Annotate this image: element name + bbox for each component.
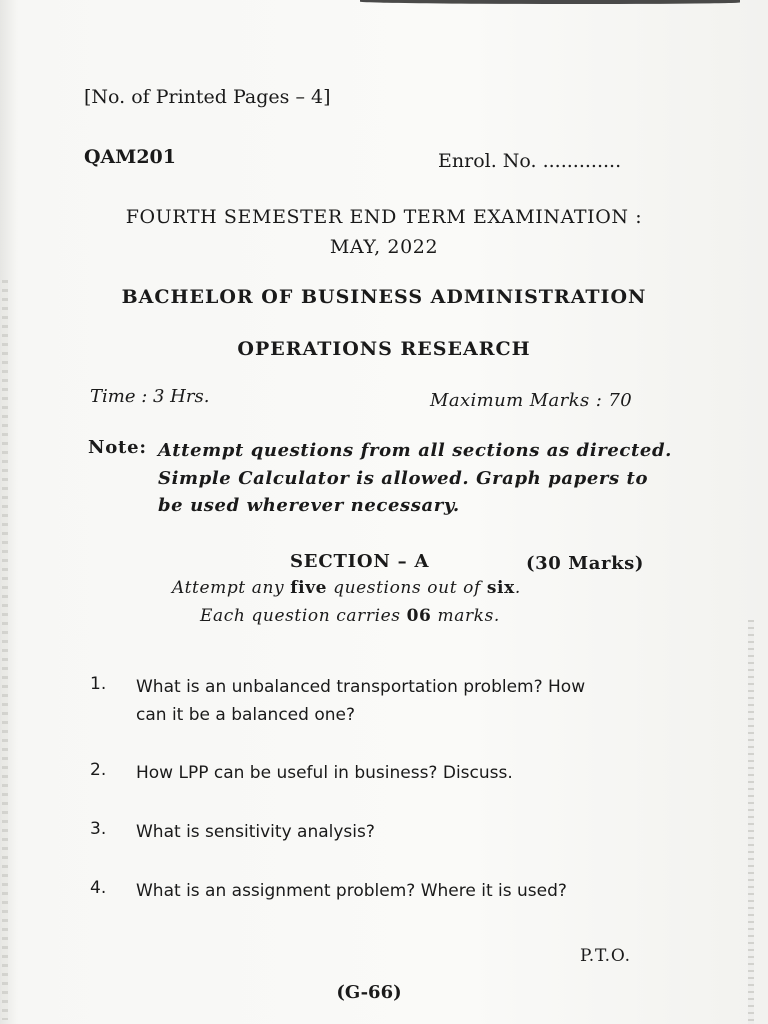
paper-code: QAM201 (84, 146, 176, 168)
note-line: Simple Calculator is allowed. Graph papers to (158, 468, 649, 489)
question-text: can it be a balanced one? (136, 705, 355, 725)
note-line: be used wherever necessary. (158, 495, 460, 516)
section-instruction-2 (200, 606, 500, 626)
question-number: 2. (90, 760, 107, 780)
section-instruction-1 (172, 578, 521, 598)
page-top-shadow (360, 0, 740, 4)
page-left-binding (2, 280, 8, 1020)
instruction-text: Each question carries (200, 606, 407, 626)
section-title: SECTION – A (290, 551, 430, 572)
question-number: 4. (90, 878, 107, 898)
section-marks: (30 Marks) (526, 553, 645, 574)
instruction-text: Attempt any (172, 578, 291, 598)
note-label: Note: (88, 437, 147, 458)
instruction-text: marks. (431, 606, 500, 626)
subject-name: OPERATIONS RESEARCH (237, 338, 531, 360)
page-right-edge (748, 620, 754, 1024)
instruction-text: questions out of (327, 578, 487, 598)
please-turn-over: P.T.O. (580, 946, 631, 966)
question-text: How LPP can be useful in business? Discuss. (136, 763, 513, 783)
instruction-emphasis: five (290, 578, 328, 598)
program-name: BACHELOR OF BUSINESS ADMINISTRATION (121, 286, 647, 308)
instruction-emphasis: six (486, 578, 515, 598)
instruction-emphasis: 06 (406, 606, 432, 626)
instruction-text: . (514, 578, 521, 598)
note-line: Attempt questions from all sections as directed. (158, 440, 672, 461)
exam-time: Time : 3 Hrs. (90, 386, 210, 407)
enrol-number-field: Enrol. No. ............. (438, 150, 622, 172)
footer-code: (G-66) (336, 982, 402, 1003)
printed-pages-note: [No. of Printed Pages – 4] (84, 86, 331, 108)
question-number: 1. (90, 674, 107, 694)
question-text: What is an unbalanced transportation problem? How (136, 677, 586, 697)
exam-date: MAY, 2022 (329, 236, 439, 258)
question-text: What is sensitivity analysis? (136, 822, 375, 842)
question-text: What is an assignment problem? Where it is used? (136, 881, 567, 901)
maximum-marks: Maximum Marks : 70 (430, 390, 633, 411)
exam-title: FOURTH SEMESTER END TERM EXAMINATION : (125, 206, 643, 228)
question-number: 3. (90, 819, 107, 839)
